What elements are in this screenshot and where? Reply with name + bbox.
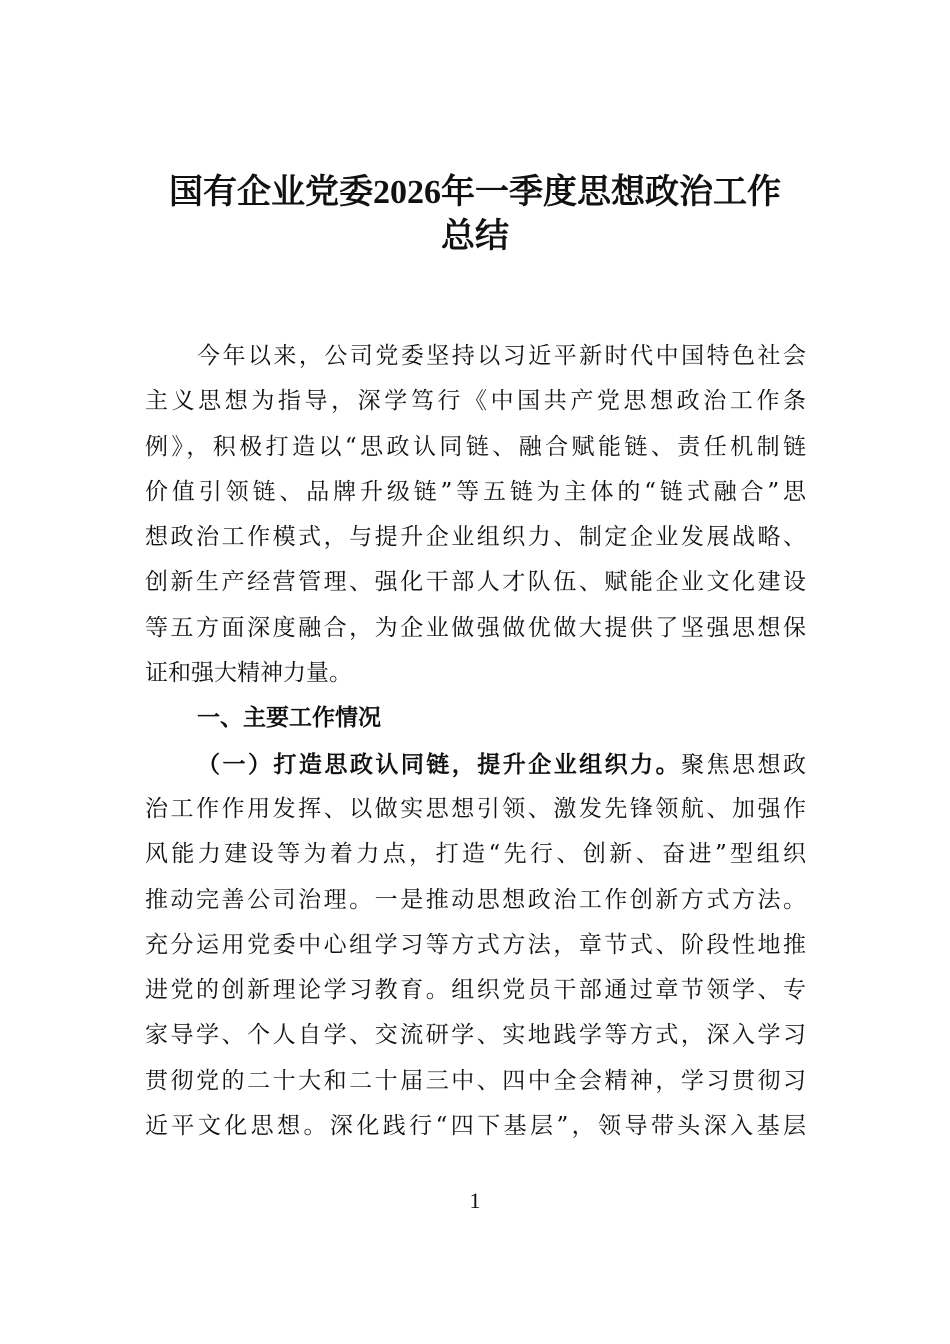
document-body (145, 334, 806, 1149)
paragraph-line: 今年以来，公司党委坚持以习近平新时代中国特色社会 (197, 343, 806, 369)
paragraph-line: 证和强大精神力量。 (145, 660, 352, 687)
paragraph-line: 创新生产经营管理、强化干部人才队伍、赋能企业文化建设 (145, 569, 806, 596)
paragraph-line: 家导学、个人自学、交流研学、实地践学等方式，深入学习 (145, 1022, 806, 1049)
section-heading: 一、主要工作情况 (197, 705, 381, 732)
paragraph-line: 推动完善公司治理。一是推动思想政治工作创新方式方法。 (145, 886, 806, 913)
paragraph-line: 进党的创新理论学习教育。组织党员干部通过章节领学、专 (145, 977, 806, 1004)
paragraph-line: 贯彻党的二十大和二十届三中、四中全会精神，学习贯彻习 (145, 1067, 806, 1094)
paragraph-text: 聚焦思想政 (681, 751, 807, 778)
paragraph-line: 主义思想为指导，深学笃行《中国共产党思想政治工作条 (145, 388, 806, 415)
paragraph-line: 价值引领链、品牌升级链”等五链为主体的“链式融合”思 (145, 478, 806, 505)
paragraph-line: 想政治工作模式，与提升企业组织力、制定企业发展战略、 (145, 524, 806, 551)
document-title-line-2: 总结 (441, 218, 509, 255)
paragraph-line: 近平文化思想。深化践行“四下基层”，领导带头深入基层 (145, 1113, 806, 1140)
subsection-first-line (145, 742, 806, 787)
page-number: 1 (469, 1188, 481, 1213)
paragraph-line: 风能力建设等为着力点，打造“先行、创新、奋进”型组织 (145, 841, 806, 868)
document-title-line-1: 国有企业党委2026年一季度思想政治工作 (169, 174, 781, 211)
paragraph-line: 等五方面深度融合，为企业做强做优做大提供了坚强思想保 (145, 614, 806, 641)
paragraph-line: 例》，积极打造以“思政认同链、融合赋能链、责任机制链 (145, 433, 806, 460)
paragraph-line: 充分运用党委中心组学习等方式方法，章节式、阶段性地推 (145, 931, 806, 958)
paragraph-line: 治工作作用发挥、以做实思想引领、激发先锋领航、加强作 (145, 795, 806, 822)
subsection-heading: （一）打造思政认同链，提升企业组织力。 (197, 750, 682, 778)
